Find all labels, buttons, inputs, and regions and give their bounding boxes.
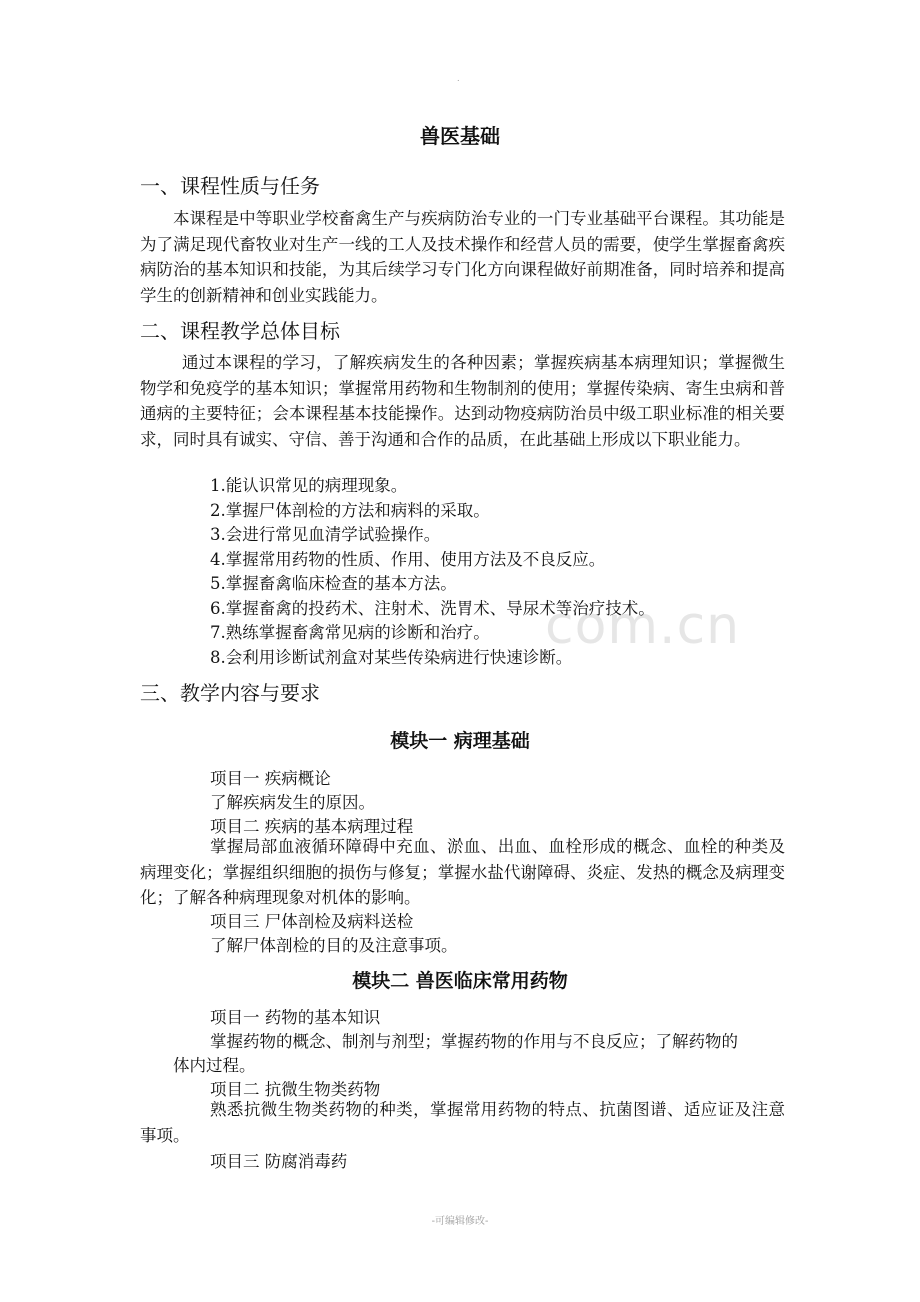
section-heading-1: 一、课程性质与任务 [140, 174, 320, 198]
abilities-list [210, 474, 770, 670]
module2-project2-requirement: 熟悉抗微生物类药物的种类，掌握常用药物的特点、抗菌图谱、适应证及注意事项。 [140, 1100, 785, 1145]
ability-item: 2.掌握尸体剖检的方法和病料的采取。 [210, 500, 490, 520]
module2-title: 模块二 兽医临床常用药物 [352, 970, 568, 992]
section2-paragraph [140, 350, 785, 452]
ability-item: 4.掌握常用药物的性质、作用、使用方法及不良反应。 [210, 549, 606, 569]
section1-text: 本课程是中等职业学校畜禽生产与疾病防治专业的一门专业基础平台课程。其功能是为了满足现代畜牧业对生产一线的工人及技术操作和经营人员的需要，使学生掌握畜禽疾病防治的基本知识和技能，为其后续学习专门化方向课程做好前期准备，同时培养和提高学生的创新精神和创业实践能力。 [140, 209, 785, 305]
module2-project2-paragraph [140, 1097, 785, 1148]
ability-item: 8.会利用诊断试剂盒对某些传染病进行快速诊断。 [210, 647, 573, 667]
module2-project1-title: 项目一 药物的基本知识 [210, 1008, 381, 1027]
module1-project2-title: 项目二 疾病的基本病理过程 [210, 817, 414, 836]
module1-project1-requirement: 了解疾病发生的原因。 [210, 793, 375, 812]
ability-item: 7.熟练掌握畜禽常见病的诊断和治疗。 [210, 623, 490, 642]
watermark: com.cn [545, 596, 741, 656]
section-heading-3: 三、教学内容与要求 [140, 681, 320, 705]
module1-project3-requirement: 了解尸体剖检的目的及注意事项。 [210, 936, 458, 955]
module2-project1-requirement-line2: 体内过程。 [173, 1056, 256, 1075]
module1-project3-title: 项目三 尸体剖检及病料送检 [210, 912, 414, 931]
section-heading-2: 二、课程教学总体目标 [140, 319, 340, 343]
ability-item: 3.会进行常见血清学试验操作。 [210, 525, 441, 544]
page-footer: -可编辑修改- [431, 1216, 489, 1227]
module1-title: 模块一 病理基础 [390, 730, 530, 752]
section1-paragraph [140, 206, 785, 308]
module2-project2-title: 项目二 抗微生物类药物 [210, 1080, 381, 1099]
module1-project2-requirement: 掌握局部血液循环障碍中充血、淤血、出血、血栓形成的概念、血栓的种类及病理变化；掌握组织细胞的损伤与修复；掌握水盐代谢障碍、炎症、发热的概念及病理变化；了解各种病理现象对机体的影响。 [140, 837, 785, 907]
module1-project1-title: 项目一 疾病概论 [210, 769, 331, 788]
module2-project1-requirement-line1: 掌握药物的概念、制剂与剂型；掌握药物的作用与不良反应；了解药物的 [210, 1032, 738, 1051]
top-mark: . [457, 74, 460, 83]
section2-text: 通过本课程的学习，了解疾病发生的各种因素；掌握疾病基本病理知识；掌握微生物学和免疫学的基本知识；掌握常用药物和生物制剂的使用；掌握传染病、寄生虫病和普通病的主要特征；会本课程基本技能操作。达到动物疫病防治员中级工职业标准的相关要求，同时具有诚实、守信、善于沟通和合作的品质，在此基础上形成以下职业能力。 [140, 353, 785, 449]
ability-item: 1.能认识常见的病理现象。 [210, 476, 408, 495]
ability-item: 6.掌握畜禽的投药术、注射术、洗胃术、导尿术等治疗技术。 [210, 598, 655, 618]
module1-project2-paragraph [140, 834, 785, 911]
document-title: 兽医基础 [420, 124, 500, 148]
module2-project3-title: 项目三 防腐消毒药 [210, 1152, 348, 1171]
ability-item: 5.掌握畜禽临床检查的基本方法。 [210, 574, 457, 593]
